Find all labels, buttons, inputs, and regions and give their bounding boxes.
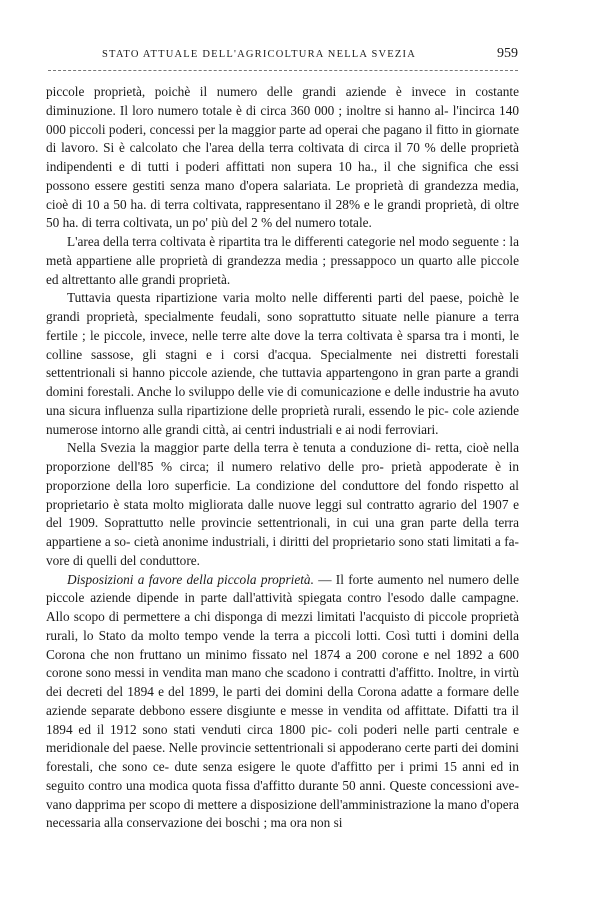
header-rule: [48, 70, 518, 71]
page-header: [40, 48, 518, 66]
running-title: STATO ATTUALE DELL'AGRICOLTURA NELLA SVEZIA: [102, 49, 416, 60]
page-number: 959: [497, 46, 518, 61]
paragraph-5: [46, 571, 519, 834]
body-text: [46, 83, 519, 833]
paragraph-1: piccole proprietà, poichè il numero delle grandi aziende è invece in costante diminuzione. Il loro numero totale è di circa 360 000 ; inoltre si hanno al- l'incirca 140 000 piccoli poderi, concessi per la maggior parte ad operai che pagano il fitto in giornate di lavoro. Si è calcolato che l'area della terra coltivata di circa il 70 % delle proprietà indipendenti e di tutti i poderi affittati non supera 10 ha., il che significa che essi possono essere gestiti senza mano d'opera salariata. Le proprietà di grandezza media, cioè di 10 a 50 ha. di terra coltivata, rappresentano il 28% e le grandi proprietà, di oltre 50 ha. di terra coltivata, un po' più del 2 % del numero totale.: [46, 84, 519, 231]
paragraph-3: Tuttavia questa ripartizione varia molto nelle differenti parti del paese, poichè le grandi proprietà, specialmente feudali, sono soprattutto situate nelle pianure a terra fertile ; le piccole, invece, nelle terre alte dove la terra coltivata è sparsa tra i monti, le colline sassose, gli stagni e i corsi d'acqua. Specialmente nei distretti forestali settentrionali si hanno piccole aziende, che tuttavia appartengono in gran parte a grandi domini forestali. Anche lo sviluppo delle vie di comunicazione e delle industrie ha avuto una sicura influenza sulla ripartizione delle proprietà rurali, essendo le pic- cole aziende numerose intorno alle grandi città, ai centri industriali e ai nodi ferroviari.: [46, 290, 519, 437]
section-text: — Il forte aumento nel numero delle piccole aziende dipende in parte dall'attività spiegata contro l'esodo dalle campagne. Allo scopo di permettere a chi disponga di mezzi limitati l'acquisto di piccole proprietà rurali, lo Stato da molto tempo vende la terra a piccoli lotti. Così tutti i domini della Corona che non fruttano un minimo fissato nel 1874 a 200 corone e nel 1892 a 600 corone sono messi in vendita man mano che scadono i contratti d'affitto. Inoltre, in virtù dei decreti del 1894 e del 1899, le parti dei domini della Corona adatte a formare delle aziende separate debbono essere disgiunte e messe in vendita od affittate. Difatti tra il 1894 ed il 1912 sono stati venduti circa 1800 pic- coli poderi nelle parti centrale e meridionale del paese. Nelle provincie settentrionali si appoderano certe parti dei domini forestali, che sono ce- dute senza esigere le quote d'affitto per i primi 15 anni ed in seguito contro una modica quota fissa d'affitto durante 50 anni. Queste concessioni ave- vano dapprima per scopo di mettere a disposizione dell'amministrazione la mano d'opera necessaria alla conservazione dei boschi ; ma ora non si: [46, 571, 519, 831]
paragraph-2: L'area della terra coltivata è ripartita tra le differenti categorie nel modo seguente : la metà appartiene alle proprietà di grandezza media ; pressappoco un quarto alle piccole ed altrettanto alle grandi proprietà.: [46, 234, 519, 287]
paragraph-4: Nella Svezia la maggior parte della terra è tenuta a conduzione di- retta, cioè nella proporzione dell'85 % circa; il numero relativo delle pro- prietà appoderate è in proporzione della loro superficie. La condizione del conduttore del fondo rispetto al proprietario è stata molto migliorata dalle nuove leggi sul contratto agrario del 1907 e del 1909. Soprattutto nelle provincie settentrionali, in cui una gran parte della terra appartiene a so- cietà anonime industriali, i diritti del proprietario sono stati limitati a fa- vore di quelli del conduttore.: [46, 440, 519, 568]
section-heading: Disposizioni a favore della piccola proprietà.: [67, 571, 314, 587]
